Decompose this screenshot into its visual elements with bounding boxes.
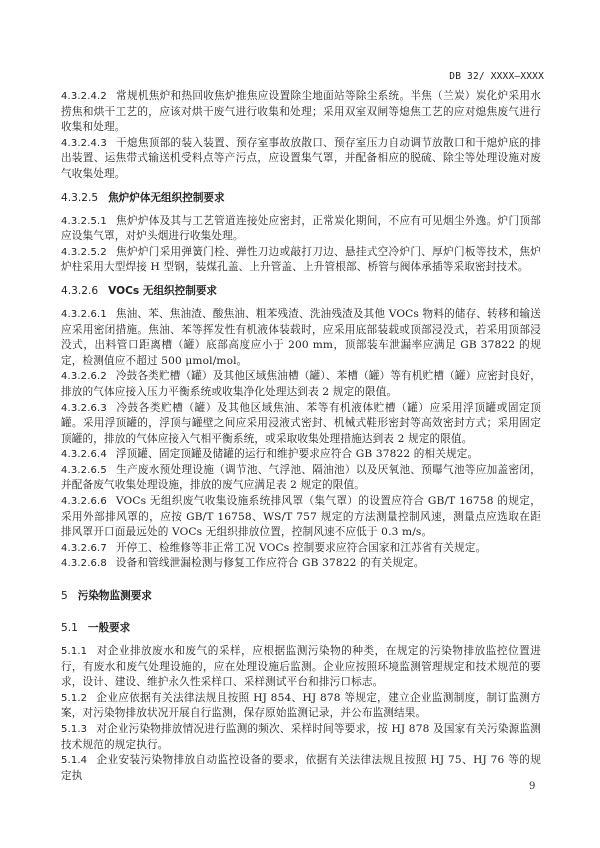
clause-text: 企业应依据有关法律法规且按照 HJ 854、HJ 878 等规定，建立企业监测制度，制订监测方案，对污染物排放状况开展自行监测，保存原始监测记录，并公布监测结果。 — [61, 691, 541, 720]
clause-4-3-2-5-2 — [61, 245, 541, 276]
clause-number: 5.1.2 — [61, 692, 88, 704]
clause-text: 浮顶罐、固定顶罐及储罐的运行和维护要求应符合 GB 37822 的相关规定。 — [115, 448, 479, 461]
clause-text: 焦油、苯、焦油渣、酸焦油、粗苯残渣、洗油残渣及其他 VOCs 物料的储存、转移和输送应采用密闭措施。焦油、苯等挥发性有机液体装载时，应采用底部装载或顶部浸没式，若采用顶部浸没式，出料管口距离槽（罐）底部高度应小于 200 mm，顶部装车泄漏率应满足 GB 37822 的规定，检测值应不超过 500 μmol/mol。 — [61, 307, 541, 367]
clause-text: 企业安装污染物排放自动监控设备的要求，依据有关法律法规且按照 HJ 75、HJ 76 等的规定执 — [61, 754, 541, 782]
section-number: 5.1 — [61, 622, 78, 635]
section-title: 一般要求 — [87, 622, 131, 635]
clause-5-1-3 — [61, 722, 541, 753]
document-code-header: DB 32/ XXXX—XXXX — [449, 71, 544, 82]
clause-5-1-1 — [61, 644, 541, 691]
chapter-title: 污染物监测要求 — [77, 590, 152, 603]
clause-text: 焦炉炉门采用弹簧门栓、弹性刀边或敲打刀边、悬挂式空冷炉门、厚炉门板等技术，焦炉炉柱采用大型焊接 H 型钢，装煤孔盖、上升管盖、上升管根部、桥管与阀体承插等采取密封技术。 — [61, 245, 541, 274]
clause-text: 冷鼓各类贮槽（罐）及其他区域焦油、苯等有机液体贮槽（罐）应采用浮顶罐或固定顶罐。采用浮顶罐的，浮顶与罐壁之间应采用浸液式密封、机械式鞋形密封等高效密封方式；采用固定顶罐的，排放的气体应接入气相平衡系统，或采取收集处理措施达到表 2 规定的限值。 — [61, 401, 541, 445]
document-body — [61, 89, 541, 784]
clause-number: 5.1.4 — [61, 755, 88, 767]
page-number: 9 — [529, 781, 536, 792]
clause-4-3-2-6-3 — [61, 401, 541, 448]
section-title: 焦炉炉体无组织控制要求 — [108, 191, 225, 204]
clause-number: 4.3.2.6.8 — [61, 558, 107, 570]
clause-text: 开停工、检维修等非正常工况 VOCs 控制要求应符合国家和江苏省有关规定。 — [115, 541, 487, 554]
clause-4-3-2-6-1 — [61, 307, 541, 369]
clause-text: 常规机焦炉和热回收焦炉推焦应设置除尘地面站等除尘系统。半焦（兰炭）炭化炉采用水捞焦和烘干工艺的，应该对烘干废气进行收集和处理；采用双室双闸等熄焦工艺的应对熄焦废气进行收集和处理。 — [61, 90, 541, 134]
clause-text: 对企业污染物排放情况进行监测的频次、采样时间等要求，按 HJ 878 及国家有关污染源监测技术规范的规定执行。 — [61, 723, 541, 751]
clause-4-3-2-4-2 — [61, 89, 541, 136]
clause-4-3-2-5-1 — [61, 214, 541, 245]
clause-4-3-2-6-8 — [61, 556, 541, 572]
clause-number: 5.1.1 — [61, 646, 88, 658]
clause-number: 4.3.2.4.3 — [61, 137, 107, 149]
clause-5-1-4 — [61, 753, 541, 784]
section-heading-4-3-2-5 — [61, 191, 541, 206]
section-number: 4.3.2.5 — [61, 191, 99, 204]
clause-text: 焦炉炉体及其与工艺管道连接处应密封，正常炭化期间，不应有可见烟尘外逸。炉门顶部应设集气罩，对炉头烟进行收集处理。 — [61, 214, 541, 243]
clause-number: 4.3.2.6.4 — [61, 449, 107, 461]
clause-number: 4.3.2.6.5 — [61, 464, 107, 476]
clause-number: 4.3.2.6.2 — [61, 371, 107, 383]
clause-4-3-2-6-4 — [61, 447, 541, 463]
clause-number: 5.1.3 — [61, 724, 88, 735]
section-heading-4-3-2-6 — [61, 284, 541, 299]
clause-number: 4.3.2.6.7 — [61, 542, 107, 554]
clause-5-1-2 — [61, 691, 541, 722]
clause-number: 4.3.2.6.6 — [61, 496, 107, 508]
clause-4-3-2-6-6 — [61, 494, 541, 541]
clause-number: 4.3.2.6.3 — [61, 402, 107, 414]
clause-text: VOCs 无组织废气收集设施系统排风罩（集气罩）的设置应符合 GB/T 16758 的规定，采用外部排风罩的，应按 GB/T 16758、WS/T 757 规定的方法测量控制风速，测量点应选取在距排风罩开口面最远处的 VOCs 无组织排放位置，控制风速不应低于 0.3 m/s。 — [61, 495, 541, 539]
clause-number: 4.3.2.5.1 — [61, 215, 107, 227]
clause-4-3-2-6-7 — [61, 541, 541, 557]
clause-text: 干熄焦顶部的装入装置、预存室事故放散口、预存室压力自动调节放散口和干熄炉底的排出装置、运焦带式输送机受料点等产污点，应设置集气罩，并配备相应的脱硫、除尘等处理设施对废气收集处理。 — [61, 136, 541, 180]
clause-text: 冷鼓各类贮槽（罐）及其他区域焦油槽（罐）、苯槽（罐）等有机贮槽（罐）应密封良好，排放的气体应接入压力平衡系统或收集净化处理达到表 2 规定的限值。 — [61, 370, 541, 398]
clause-4-3-2-4-3 — [61, 136, 541, 183]
clause-text: 设备和管线泄漏检测与修复工作应符合 GB 37822 的有关规定。 — [115, 557, 425, 570]
clause-number: 4.3.2.4.2 — [61, 91, 107, 102]
clause-text: 对企业排放废水和废气的采样，应根据监测污染物的种类，在规定的污染物排放监控位置进行，有废水和废气处理设施的，应在处理设施后监测。企业应按照环境监测管理规定和技术规范的要求，设计、建设、维护永久性采样口、采样测试平台和排污口标志。 — [61, 645, 541, 689]
clause-4-3-2-6-2 — [61, 369, 541, 400]
chapter-number: 5 — [61, 590, 68, 603]
clause-4-3-2-6-5 — [61, 463, 541, 494]
section-title: VOCs 无组织控制要求 — [108, 284, 218, 297]
clause-number: 4.3.2.5.2 — [61, 246, 107, 258]
clause-number: 4.3.2.6.1 — [61, 308, 107, 320]
section-heading-5-1 — [61, 621, 541, 636]
section-number: 4.3.2.6 — [61, 284, 99, 297]
chapter-heading-5 — [61, 589, 541, 604]
clause-text: 生产废水预处理设施（调节池、气浮池、隔油池）以及厌氧池、预曝气池等应加盖密闭，并配备废气收集处理设施，排放的废气应满足表 2 规定的限值。 — [61, 463, 541, 492]
